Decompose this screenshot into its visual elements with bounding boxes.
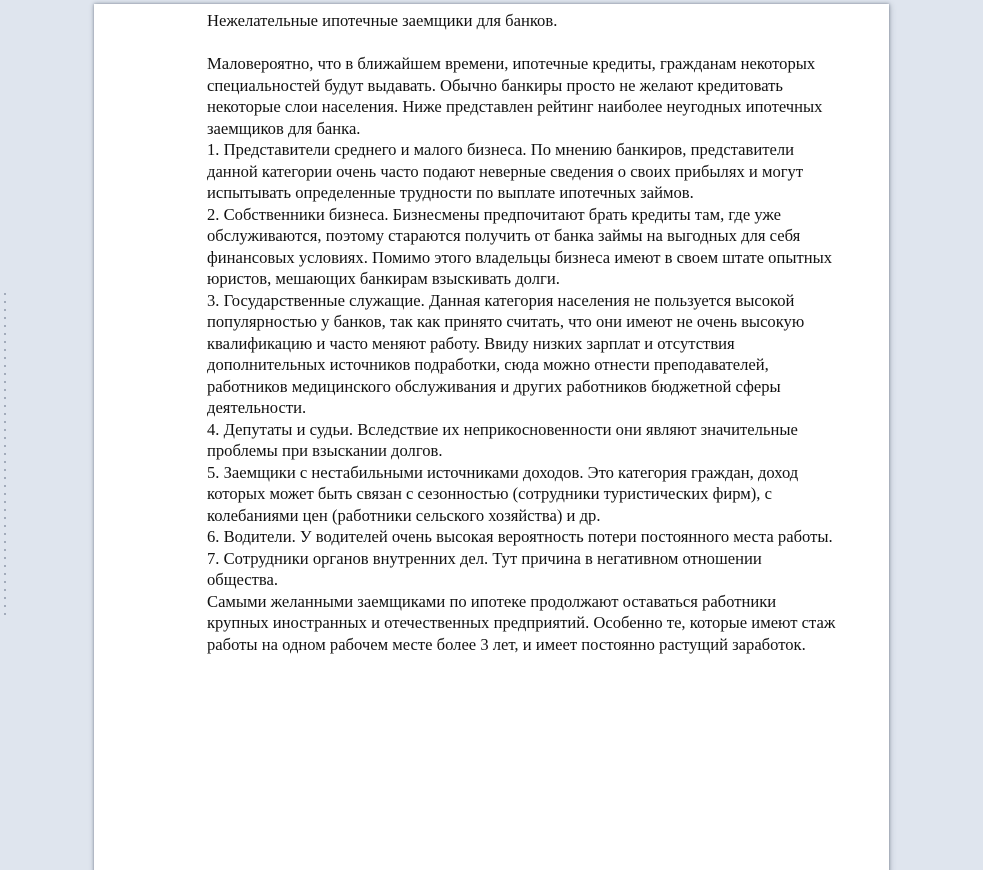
document-title: Нежелательные ипотечные заемщики для банков. bbox=[207, 11, 558, 30]
vertical-ruler-dots bbox=[4, 290, 6, 620]
document-page[interactable] bbox=[94, 4, 889, 870]
list-item-7: 7. Сотрудники органов внутренних дел. Тут причина в негативном отношении общества. bbox=[207, 548, 771, 589]
list-item-6: 6. Водители. У водителей очень высокая вероятность потери постоянного места работы. bbox=[207, 527, 833, 546]
list-item-1: 1. Представители среднего и малого бизнеса. По мнению банкиров, представители данной категории очень часто подают неверные сведения о своих прибылях и могут испытывать определенные трудности по выплате ипотечных займов. bbox=[207, 140, 804, 202]
intro-paragraph: Маловероятно, что в ближайшем времени, ипотечные кредиты, гражданам некоторых специальностей будут выдавать. Обычно банкиры просто не желают кредитовать некоторые слои населения. Ниже представлен рейтинг наиболее неугодных ипотечных заемщиков для банка. bbox=[207, 54, 823, 138]
list-item-2: 2. Собственники бизнеса. Бизнесмены предпочитают брать кредиты там, где уже обслуживаются, поэтому стараются получить от банка займы на выгодных для себя финансовых условиях. Помимо этого владельцы бизнеса имеют в своем штате опытных юристов, мешающих банкирам взыскивать долги. bbox=[207, 204, 833, 288]
list-item-3: 3. Государственные служащие. Данная категория населения не пользуется высокой популярностью у банков, так как принято считать, что они имеют не очень высокую квалификацию и часто меняют работу. Ввиду низких зарплат и отсутствия дополнительных источников подработки, сюда можно отнести преподавателей, работников медицинского обслуживания и других работников бюджетной сферы деятельности. bbox=[207, 290, 805, 417]
list-item-4: 4. Депутаты и судьи. Вследствие их неприкосновенности они являют значительные проблемы при взыскании долгов. bbox=[207, 419, 798, 460]
document-text-area[interactable] bbox=[207, 10, 837, 655]
empty-line bbox=[207, 32, 837, 54]
conclusion-paragraph: Самыми желанными заемщиками по ипотеке продолжают оставаться работники крупных иностранных и отечественных предприятий. Особенно те, которые имеют стаж работы на одном рабочем месте более 3 лет, и имеет постоянно растущий заработок. bbox=[207, 591, 836, 654]
list-item-5: 5. Заемщики с нестабильными источниками доходов. Это категория граждан, доход которых может быть связан с сезонностью (сотрудники туристических фирм), с колебаниями цен (работники сельского хозяйства) и др. bbox=[207, 462, 799, 525]
